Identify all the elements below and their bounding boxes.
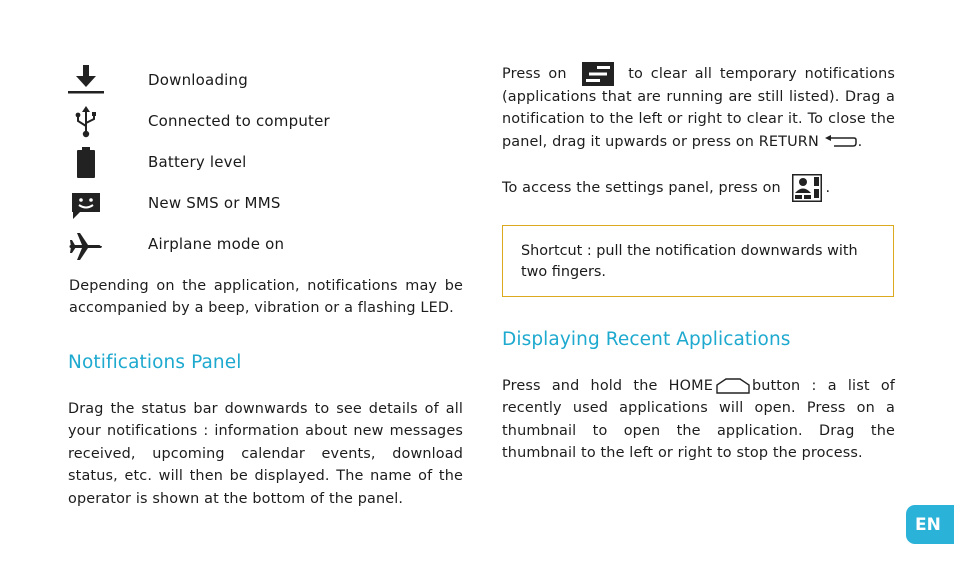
settings-text-end: . [825,180,831,196]
language-tab [906,505,954,544]
clear-text-after: to clear all temporary notifications (applications that are running are still listed). Drag a notification to the left or right to clear it. To close the panel, drag it upwards or press on RETURN [502,66,895,150]
status-label-battery: Battery level [148,153,247,171]
status-label-airplane: Airplane mode on [148,235,285,253]
status-label-sms: New SMS or MMS [148,194,281,212]
home-icon [716,378,750,394]
shortcut-note-box [502,225,894,297]
airplane-icon [68,231,104,261]
recent-text-before: Press and hold the HOME [502,378,713,394]
battery-icon [68,148,104,178]
download-icon [68,64,104,94]
sms-icon [68,191,104,221]
recent-text-after: button : a list of recently used applications will open. Press on a thumbnail to open the application. Drag the thumbnail to the left or right to stop the process. [502,378,896,462]
clear-text-before: Press on [502,66,567,82]
notifications-panel-body: Drag the status bar downwards to see details of all your notifications : information about new messages received, upcoming calendar events, download status, etc. will then be displayed. The name of the operator is shown at the bottom of the panel. [68,401,463,507]
recent-apps-heading: Displaying Recent Applications [502,329,791,350]
clear-notifications-paragraph [502,62,895,153]
notifications-panel-heading: Notifications Panel [68,352,242,373]
settings-paragraph [502,174,895,202]
status-label-usb: Connected to computer [148,112,330,130]
notifications-intro: Depending on the application, notifications may be accompanied by a beep, vibration or a flashing LED. [69,278,463,317]
settings-text-before: To access the settings panel, press on [502,180,781,196]
return-icon [824,135,858,149]
language-tab-label: EN [915,514,941,535]
usb-icon [68,107,104,137]
recent-apps-paragraph [502,375,895,465]
shortcut-note-text: Shortcut : pull the notification downwards with two fingers. [521,243,858,280]
clear-notifications-icon [582,62,614,86]
status-label-downloading: Downloading [148,71,248,89]
settings-panel-icon [792,174,822,202]
clear-text-end: . [857,133,863,150]
